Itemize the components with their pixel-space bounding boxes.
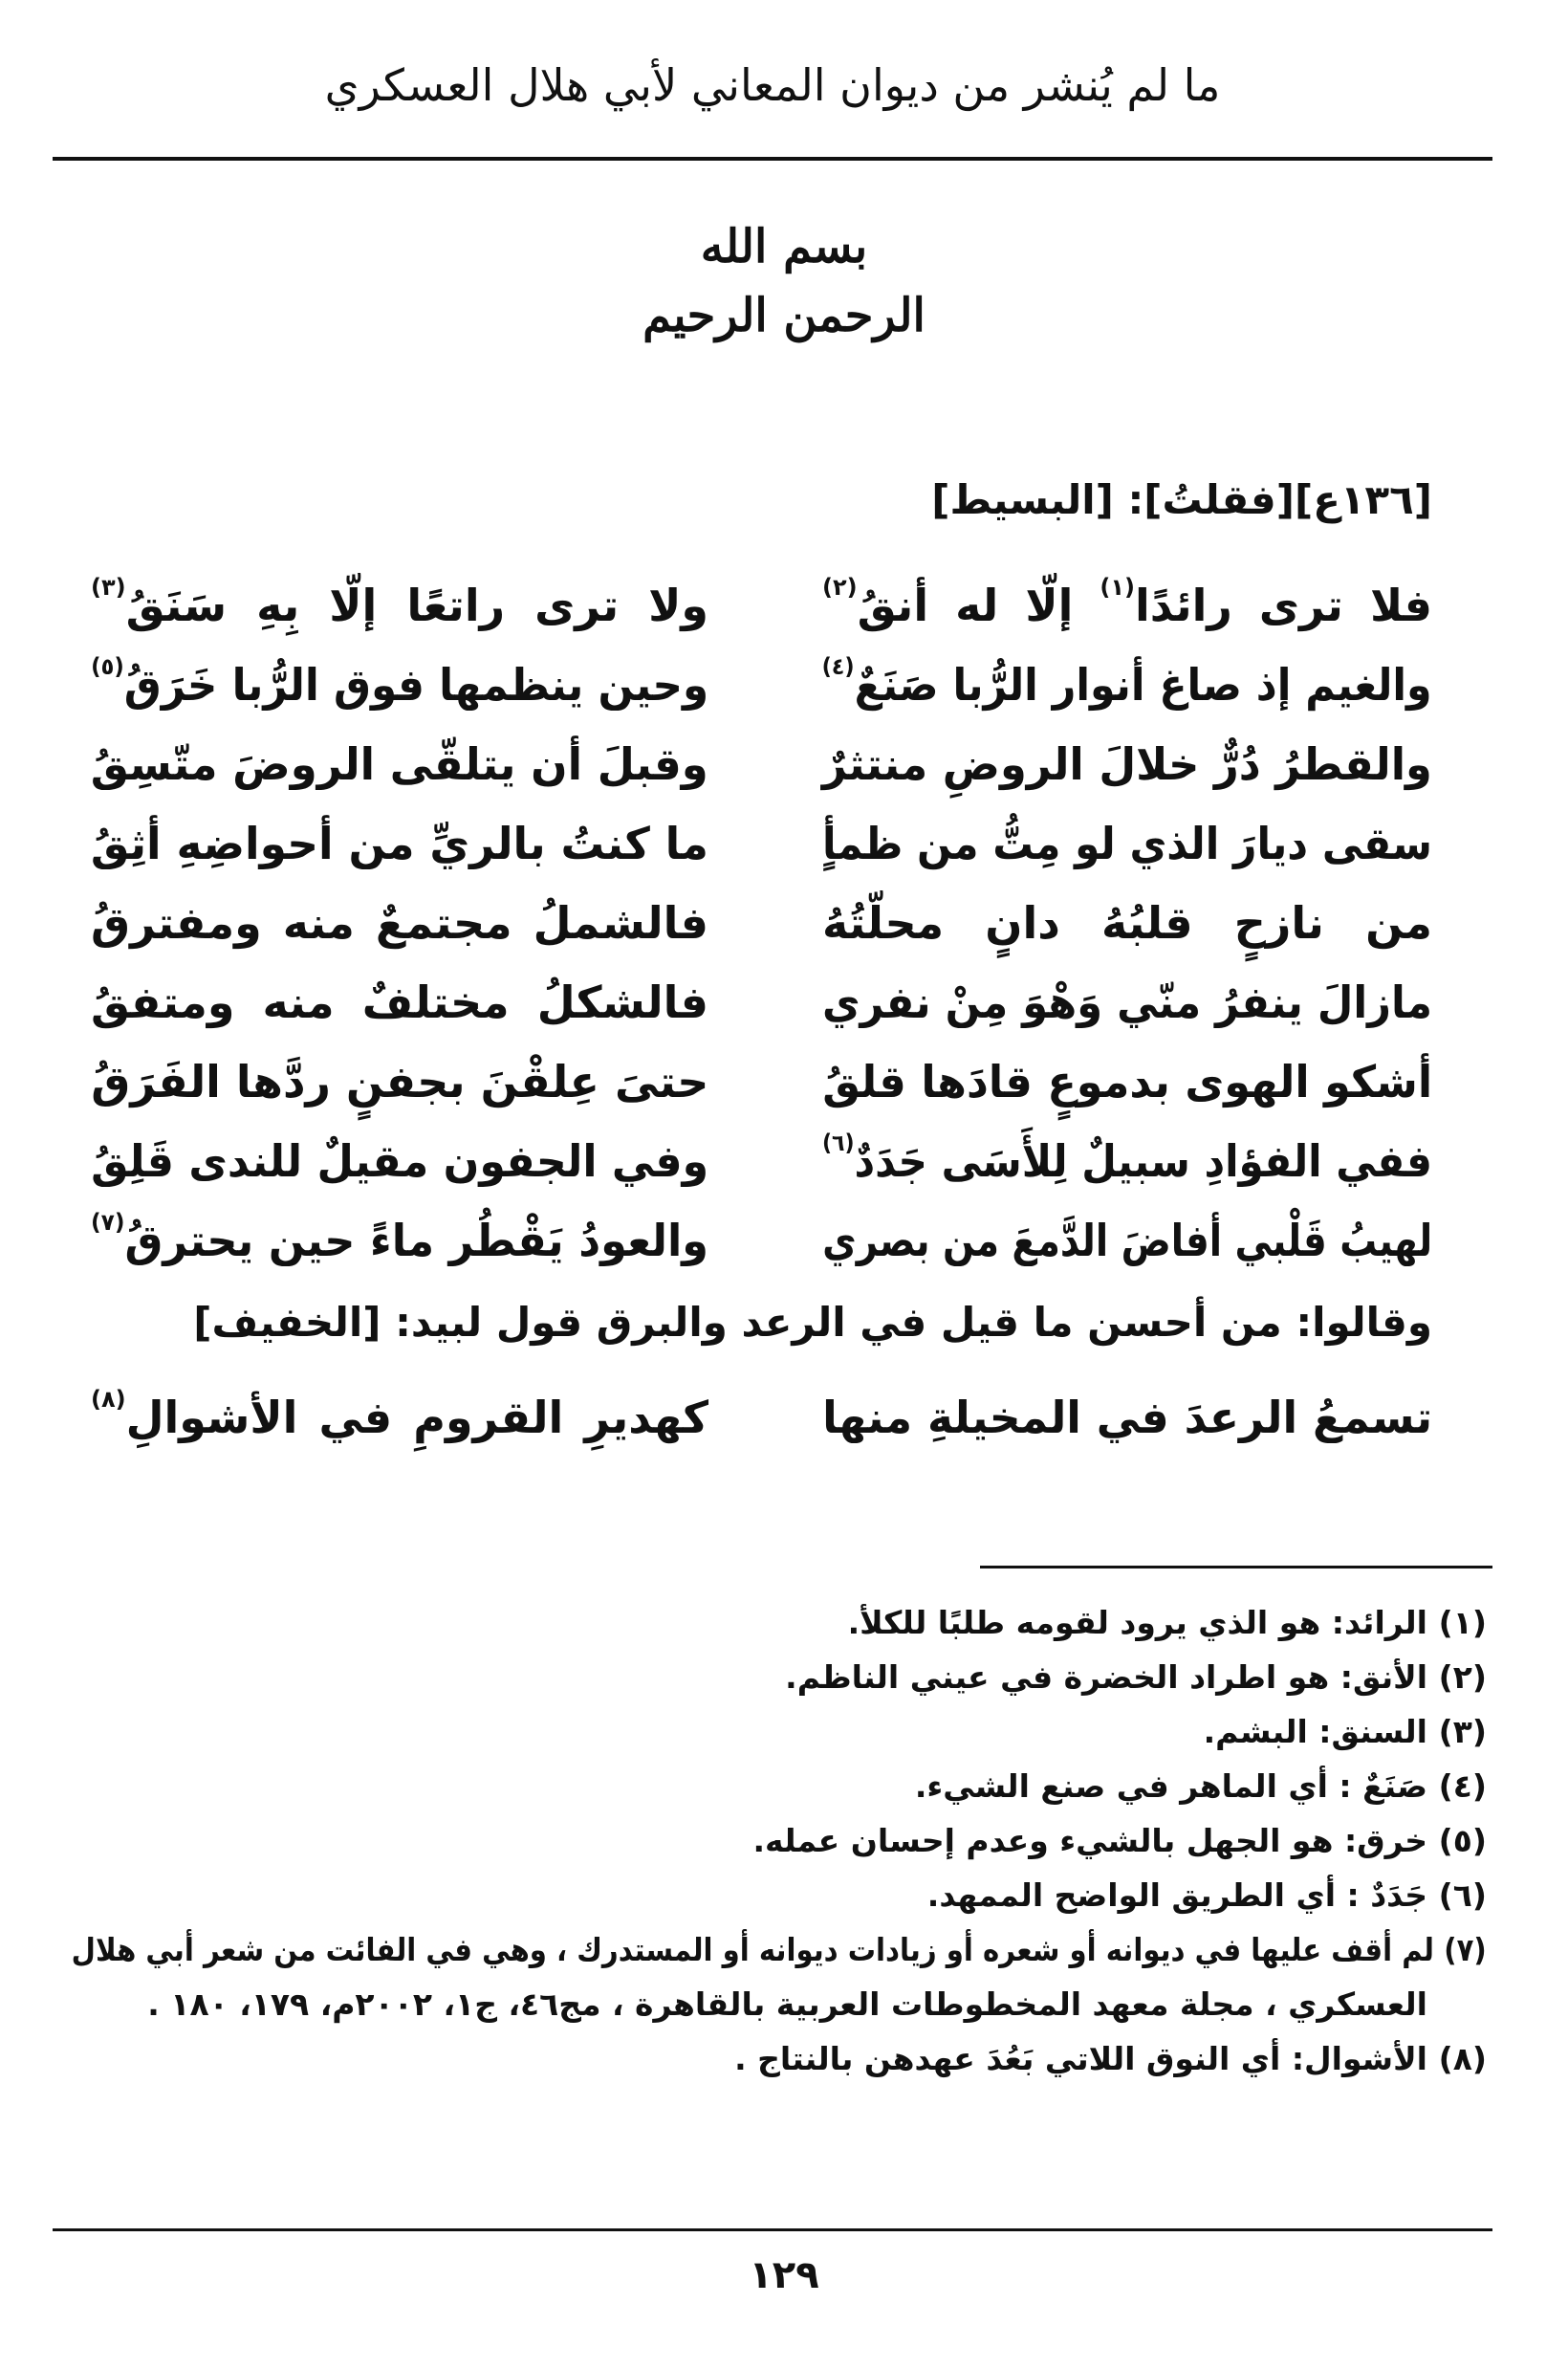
verse-hemistich-right (822, 1130, 1432, 1202)
hemistich-words: فلا ترى رائدًا (1134, 580, 1432, 631)
verse-hemistich-right (821, 653, 1432, 726)
hemistich-text (91, 897, 708, 949)
hemistich-text (822, 976, 1432, 1028)
footnote-item (72, 1813, 1487, 1868)
hemistich-words: ما كنتُ بالريِّ من أحواضِهِ أثِقُ (91, 818, 708, 869)
hemistich-text (822, 738, 1432, 790)
verse-hemistich-right (822, 738, 1432, 805)
footnote-text: الرائد: هو الذي يرود لقومه طلبًا للكلأ. (847, 1604, 1427, 1641)
footnote-item (72, 1650, 1487, 1704)
footnote-item (72, 1868, 1487, 1922)
verse-hemistich-left (91, 818, 708, 885)
hemistich-text (91, 818, 708, 869)
footnote-number: (٧) (1444, 1931, 1487, 1968)
footnote-marker[interactable]: (٥) (90, 653, 124, 680)
hemistich-text (90, 653, 708, 711)
footnote-item (72, 1595, 1487, 1650)
hemistich-text (91, 574, 708, 631)
hemistich-text (91, 738, 708, 790)
hemistich-words: والغيم إذ صاغ أنوار الرُّبا صَنَعٌ (854, 659, 1432, 711)
footnotes (72, 1595, 1487, 2086)
hemistich-text (91, 1056, 708, 1108)
page-number: ١٢٩ (749, 2253, 819, 2297)
footnote-marker[interactable]: (٤) (821, 653, 855, 680)
hemistich-words: سقى ديارَ الذي لو مِتُّ من ظمأٍ (821, 818, 1432, 869)
footnote-text: خرق: هو الجهل بالشيء وعدم إحسان عمله. (752, 1822, 1427, 1859)
running-header-title: ما لم يُنشر من ديوان المعاني لأبي هلال العسكري (324, 59, 1221, 111)
footnote-text: الأشوال: أي النوق اللاتي بَعُدَ عهدهن بالنتاج . (734, 2040, 1427, 2077)
footnote-text: السنق: البشم. (1203, 1713, 1427, 1750)
hemistich-words: حتىَ عِلقْنَ بجفنٍ ردَّها الفَرَقُ (90, 1056, 708, 1108)
hemistich-words: كهديرِ القرومِ في الأشوالِ (125, 1392, 708, 1443)
verse-hemistich-left (91, 574, 708, 647)
footnote-marker[interactable]: (٨) (91, 1386, 126, 1413)
hemistich-text (822, 1130, 1432, 1187)
footer-rule (53, 2228, 1492, 2231)
hemistich-text (822, 574, 1432, 631)
verse-hemistich-left (90, 653, 708, 726)
header-rule (53, 157, 1492, 161)
hemistich-words: وحين ينظمها فوق الرُّبا خَرَقُ (123, 659, 708, 711)
footnote-number: (٦) (1438, 1876, 1487, 1914)
section-heading: [١٣٦ع][فقلتُ]: [البسيط] (931, 476, 1432, 523)
hemistich-words: ففي الفؤادِ سبيلٌ لِلأَسَى جَدَدٌ (854, 1135, 1432, 1187)
hemistich-text (821, 653, 1432, 711)
footnote-number: (٤) (1438, 1767, 1487, 1805)
footnote-number: (٣) (1438, 1713, 1487, 1750)
footnote-item (72, 2031, 1487, 2086)
verse-hemistich-right (822, 574, 1432, 647)
hemistich-text (822, 1392, 1432, 1443)
footnote-marker[interactable]: (٦) (822, 1130, 855, 1156)
hemistich-words: ولا ترى راتعًا إلّا بِهِ سَنَقُ (125, 580, 708, 631)
labid-hemistich-left (91, 1386, 708, 1459)
hemistich-text (91, 976, 708, 1028)
footnote-text: الأنق: هو اطراد الخضرة في عيني الناظم. (785, 1658, 1427, 1696)
hemistich-words: أشكو الهوى بدموعٍ قادَها قلقُ (822, 1056, 1432, 1108)
hemistich-text (91, 1135, 708, 1187)
hemistich-words: لهيبُ قَلْبي أفاضَ الدَّمعَ من بصري (821, 1215, 1432, 1266)
hemistich-text (822, 897, 1432, 949)
verse-hemistich-left (91, 1209, 708, 1282)
verse-hemistich-right (822, 1056, 1432, 1123)
verse-hemistich-right (822, 818, 1432, 885)
footnote-marker[interactable]: (٧) (91, 1209, 125, 1236)
hemistich-words: وقبلَ أن يتلقّى الروضَ متّسِقُ (91, 738, 708, 790)
footnote-continuation: العسكري ، مجلة معهد المخطوطات العربية بالقاهرة ، مج٤٦، ج١، ٢٠٠٢م، ١٧٩، ١٨٠ . (147, 1985, 1427, 2023)
footnote-number: (٥) (1438, 1822, 1487, 1859)
verse-hemistich-left (91, 1135, 708, 1202)
footnote-marker[interactable]: (٣) (91, 574, 126, 601)
verse-hemistich-left (91, 976, 708, 1043)
footnote-number: (٢) (1438, 1658, 1487, 1696)
basmala-line-1: بسم الله (700, 220, 868, 274)
hemistich-words: من نازحٍ قلبُهُ دانٍ محلّتُهُ (822, 897, 1432, 949)
hemistich-text (822, 1215, 1432, 1266)
verse-hemistich-left (91, 1056, 708, 1123)
hemistich-words: وفي الجفون مقيلٌ للندى قَلِقُ (91, 1135, 708, 1187)
labid-hemistich-right (822, 1392, 1432, 1459)
hemistich-text (822, 1056, 1432, 1108)
basmala-line-2: الرحمن الرحيم (642, 289, 926, 342)
hemistich-words: إلّا له أنقُ (857, 580, 1100, 631)
footnote-marker[interactable]: (٢) (822, 574, 858, 601)
hemistich-words: والعودُ يَقْطُر ماءً حين يحترقُ (124, 1215, 708, 1266)
hemistich-words: فالشملُ مجتمعٌ منه ومفترقُ (91, 897, 708, 949)
footnote-text: لم أقف عليها في ديوانه أو شعره أو زيادات ديوانه أو المستدرك ، وهي في الفائت من شعر أبي هلال (71, 1931, 1435, 1968)
hemistich-words: والقطرُ دُرٌّ خلالَ الروضِ منتثرٌ (821, 738, 1432, 790)
footnote-item (72, 1922, 1487, 2031)
prose-text: وقالوا: من أحسن ما قيل في الرعد والبرق قول لبيد: [الخفيف] (193, 1299, 1432, 1346)
footnote-item (72, 1759, 1487, 1813)
footnote-text: جَدَدٌ : أي الطريق الواضح الممهد. (926, 1876, 1427, 1914)
verse-hemistich-right (822, 1215, 1432, 1282)
hemistich-text (91, 1209, 708, 1266)
hemistich-words: تسمعُ الرعدَ في المخيلةِ منها (822, 1392, 1432, 1443)
footnote-text: صَنَعٌ : أي الماهر في صنع الشيء. (914, 1767, 1427, 1805)
verse-hemistich-left (91, 738, 708, 805)
prose-intro (94, 1299, 1432, 1346)
verse-hemistich-left (91, 897, 708, 964)
verse-hemistich-right (822, 976, 1432, 1043)
footnote-item (72, 1704, 1487, 1759)
hemistich-text (822, 818, 1432, 869)
hemistich-words: مازالَ ينفرُ منّي وَهْوَ مِنْ نفري (822, 976, 1432, 1028)
hemistich-words: فالشكلُ مختلفٌ منه ومتفقُ (91, 976, 708, 1028)
basmala-calligraphy (574, 212, 994, 350)
footnote-marker[interactable]: (١) (1100, 574, 1135, 601)
footnote-number: (٨) (1438, 2040, 1487, 2077)
verse-hemistich-right (822, 897, 1432, 964)
footnote-rule (980, 1566, 1492, 1568)
hemistich-text (91, 1386, 708, 1443)
footnote-number: (١) (1438, 1604, 1487, 1641)
